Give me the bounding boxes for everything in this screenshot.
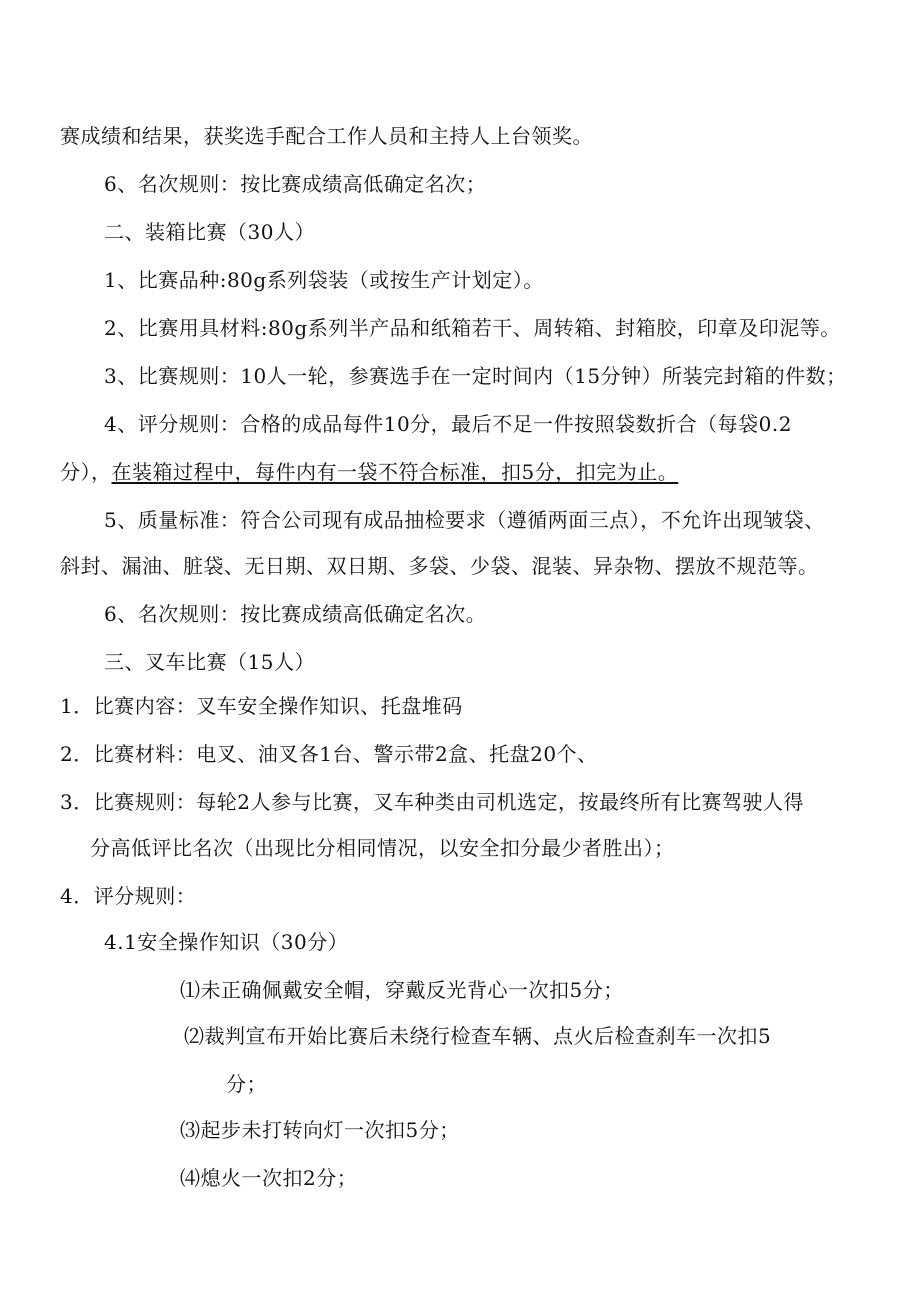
paragraph-line-9: 5、质量标准：符合公司现有成品抽检要求（遵循两面三点），不允许出现皱袋、 bbox=[104, 508, 825, 532]
rule-item-3: ⑶起步未打转向灯一次扣5分； bbox=[180, 1118, 460, 1142]
numbered-line-2: 2．比赛材料：电叉、油叉各1台、警示带2盒、托盘20个、 bbox=[60, 742, 598, 766]
numbered-line-3: 3．比赛规则：每轮2人参与比赛，叉车种类由司机选定，按最终所有比赛驾驶人得 bbox=[60, 790, 804, 814]
paragraph-line-6: 3、比赛规则：10人一轮，参赛选手在一定时间内（15分钟）所装完封箱的件数； bbox=[104, 364, 847, 388]
rule-item-4: ⑷熄火一次扣2分； bbox=[180, 1166, 358, 1190]
paragraph-line-8-prefix: 分）， bbox=[60, 460, 112, 484]
rule-item-1: ⑴未正确佩戴安全帽，穿戴反光背心一次扣5分； bbox=[180, 978, 624, 1002]
paragraph-line-10: 斜封、漏油、脏袋、无日期、双日期、多袋、少袋、混装、异杂物、摆放不规范等。 bbox=[60, 554, 819, 578]
paragraph-line-11: 6、名次规则：按比赛成绩高低确定名次。 bbox=[104, 602, 487, 626]
numbered-line-4: 4．评分规则： bbox=[60, 884, 197, 908]
numbered-line-3-continued: 分高低评比名次（出现比分相同情况，以安全扣分最少者胜出）； bbox=[90, 836, 675, 860]
section-heading-packing: 二、装箱比赛（30人） bbox=[104, 220, 315, 244]
underlined-rule-text: 在装箱过程中，每件内有一袋不符合标准，扣5分，扣完为止。 bbox=[111, 460, 679, 484]
rule-item-2: ⑵裁判宣布开始比赛后未绕行检查车辆、点火后检查刹车一次扣5 bbox=[184, 1024, 772, 1048]
paragraph-line-1: 赛成绩和结果，获奖选手配合工作人员和主持人上台领奖。 bbox=[60, 124, 593, 148]
numbered-line-1: 1．比赛内容：叉车安全操作知识、托盘堆码 bbox=[60, 694, 463, 718]
paragraph-line-2: 6、名次规则：按比赛成绩高低确定名次； bbox=[104, 172, 487, 196]
rule-item-2-continued: 分； bbox=[226, 1072, 267, 1096]
subsection-safety-knowledge: 4.1安全操作知识（30分） bbox=[104, 930, 349, 954]
paragraph-line-5: 2、比赛用具材料:80g系列半产品和纸箱若干、周转箱、封箱胶，印章及印泥等。 bbox=[104, 316, 841, 340]
paragraph-line-4: 1、比赛品种:80g系列袋装（或按生产计划定）。 bbox=[104, 268, 544, 292]
section-heading-forklift: 三、叉车比赛（15人） bbox=[104, 650, 315, 674]
paragraph-line-7: 4、评分规则：合格的成品每件10分，最后不足一件按照袋数折合（每袋0.2 bbox=[104, 412, 792, 436]
paragraph-line-8 bbox=[60, 458, 678, 486]
